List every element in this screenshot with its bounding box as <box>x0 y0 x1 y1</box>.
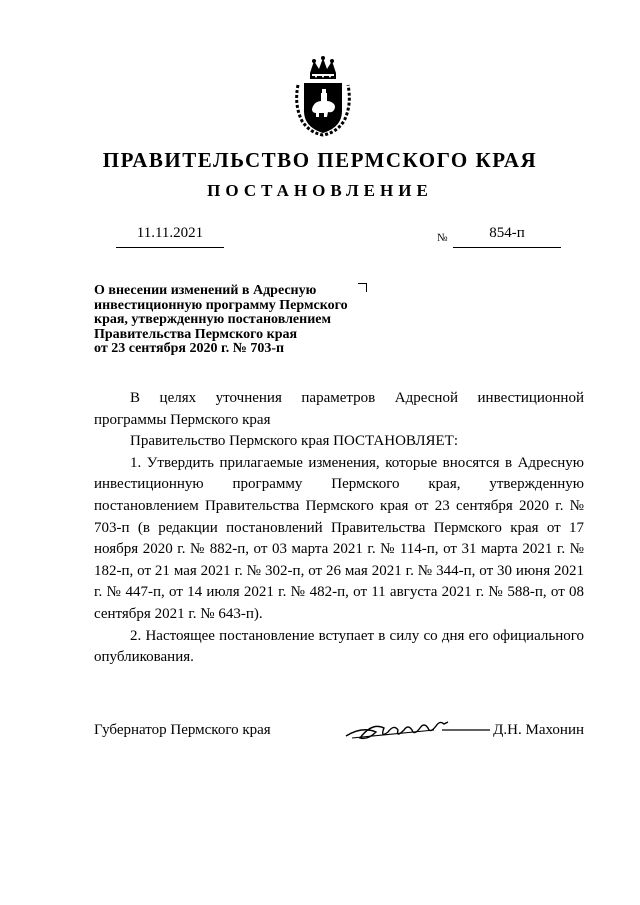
document-number: 854-п <box>489 225 525 241</box>
signature-block <box>94 722 584 752</box>
paragraph: 2. Настоящее постановление вступает в силу со дня его официального опубликования. <box>94 627 584 666</box>
subject-line: инвестиционную программу Пермского <box>94 297 348 313</box>
document-body <box>94 388 584 669</box>
paragraph: 1. Утвердить прилагаемые изменения, которые вносятся в Адресную инвестиционную программу Пермского края, утвержденную постановлением Правительства Пермского края от 23 сентября 2020 г. № 703-п (в редакции постановлений Правительства Пермского края от 17 ноября 2020 г. № 882-п, от 03 марта 2021 г. № 114-п, от 31 марта 2021 г. № 182-п, от 21 мая 2021 г. № 302-п, от 26 мая 2021 г. № 344-п, от 30 июня 2021 г. № 447-п, от 14 июля 2021 г. № 482-п, от 11 августа 2021 г. № 588-п, от 08 сентября 2021 г. № 643-п). <box>94 454 584 622</box>
document-subject <box>94 284 384 357</box>
document-date: 11.11.2021 <box>136 225 204 241</box>
signatory-name: Д.Н. Махонин <box>493 722 584 738</box>
signatory-position: Губернатор Пермского края <box>94 722 271 738</box>
date-field <box>116 225 224 248</box>
coat-of-arms-icon <box>292 55 354 139</box>
government-title: ПРАВИТЕЛЬСТВО ПЕРМСКОГО КРАЯ <box>102 148 538 172</box>
paragraph: В целях уточнения параметров Адресной инвестиционной <box>130 390 584 406</box>
subject-line: от 23 сентября 2020 г. № 703-п <box>94 341 285 356</box>
handwritten-signature <box>342 714 492 746</box>
number-sign: № <box>437 232 448 244</box>
subject-line: О внесении изменений в Адресную <box>94 283 317 298</box>
document-type: ПОСТАНОВЛЕНИЕ <box>207 181 433 200</box>
number-field <box>453 225 561 248</box>
subject-line: Правительства Пермского края <box>94 326 298 342</box>
subject-line: края, утвержденную постановлением <box>94 312 332 327</box>
paragraph: Правительство Пермского края ПОСТАНОВЛЯЕТ: <box>130 433 459 450</box>
paragraph: программы Пермского края <box>94 411 271 428</box>
